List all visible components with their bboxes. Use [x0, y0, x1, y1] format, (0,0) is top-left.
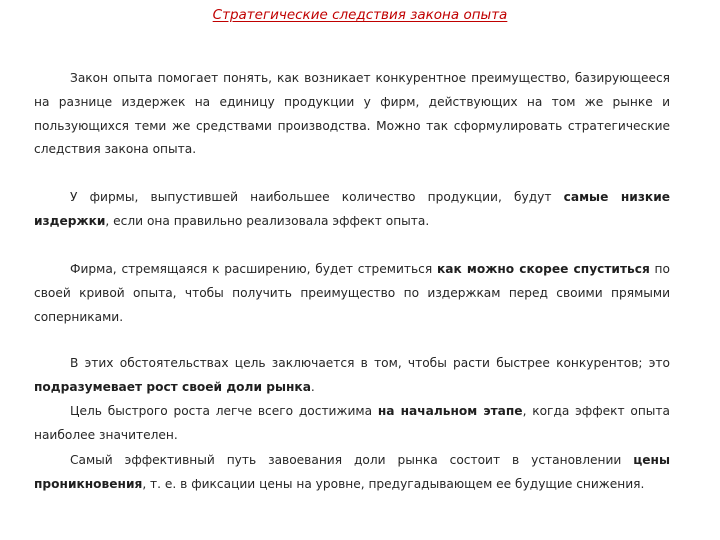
paragraph-lowest-costs	[34, 186, 670, 234]
paragraph-early-stage	[34, 400, 670, 448]
emphasis-text: как можно скорее спуститься	[436, 262, 650, 276]
paragraph-text: по своей кривой опыта, чтобы получить преимущество по издержкам перед своими прямыми соперниками.	[34, 262, 670, 324]
emphasis-text: на начальном этапе	[377, 404, 523, 418]
emphasis-text: цены проникновения	[34, 453, 670, 491]
paragraph-text: В этих обстоятельствах цель заключается в том, чтобы расти быстрее конкурентов; это	[70, 356, 670, 370]
emphasis-text: самые низкие издержки	[34, 190, 671, 228]
paragraph-text: , т. е. в фиксации цены на уровне, предугадывающем ее будущие снижения.	[142, 476, 645, 491]
paragraph-experience-law	[34, 67, 670, 162]
paragraph-text: .	[310, 379, 315, 394]
paragraph-penetration-price	[34, 449, 670, 497]
emphasis-text: подразумевает рост своей доли рынка	[34, 379, 311, 394]
paragraph-descend-curve	[34, 258, 670, 329]
paragraph-text: Цель быстрого роста легче всего достижима	[70, 404, 378, 418]
paragraph-market-share	[34, 352, 670, 400]
slide-title: Стратегические следствия закона опыта	[212, 7, 508, 23]
paragraph-text: Самый эффективный путь завоевания доли рынка состоит в установлении	[70, 453, 634, 467]
paragraph-text: У фирмы, выпустившей наибольшее количество продукции, будут	[70, 190, 564, 204]
paragraph-text: , если она правильно реализовала эффект опыта.	[105, 213, 430, 228]
paragraph-text: , когда эффект опыта наиболее значителен.	[34, 404, 670, 442]
paragraph-text: Закон опыта помогает понять, как возникает конкурентное преимущество, базирующееся на разнице издержек на единицу продукции у фирм, действующих на том же рынке и пользующихся теми же средствами производства. Можно так сформулировать стратегические следствия закона опыта.	[34, 71, 670, 157]
paragraph-text: Фирма, стремящаяся к расширению, будет стремиться	[70, 262, 437, 276]
